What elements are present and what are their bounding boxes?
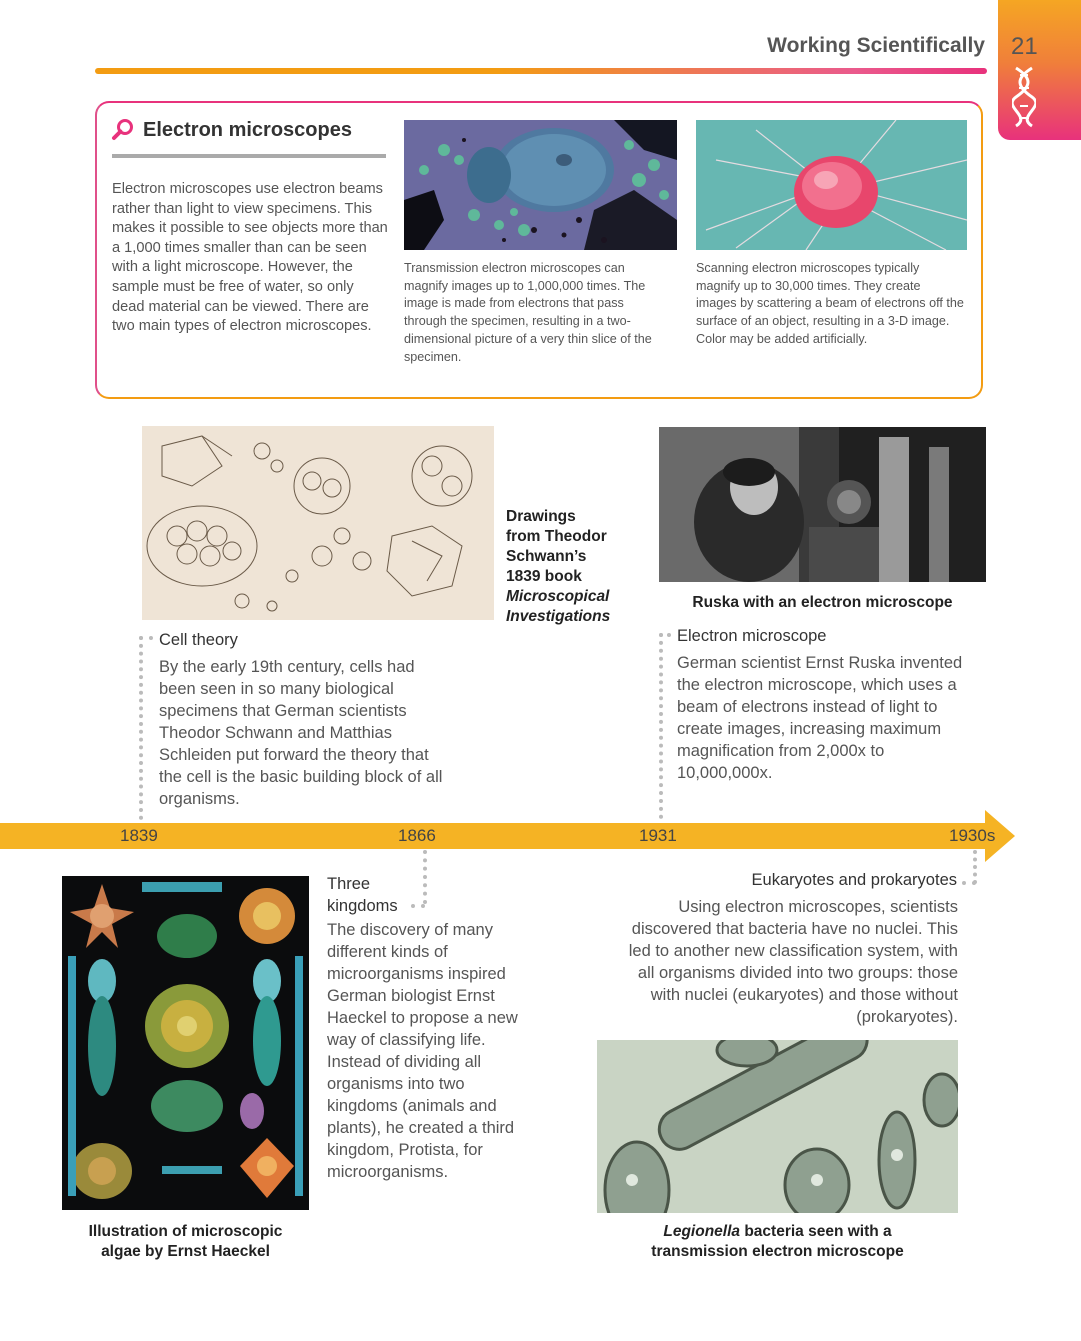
dotted-leader xyxy=(411,904,425,908)
three-kingdoms-title xyxy=(327,873,398,917)
three-kingdoms-title-line: Three xyxy=(327,875,371,893)
electron-microscope-body: German scientist Ernst Ruska invented the electron microscope, which uses a beam of electrons instead of light to create images, increasing maximum magnification from 2,000x to 10,000,000x. xyxy=(677,654,963,782)
page-number: 21 xyxy=(1011,33,1038,60)
dotted-leader xyxy=(962,881,976,885)
dna-icon xyxy=(1012,66,1036,128)
cell-theory-title: Cell theory xyxy=(159,631,238,649)
legionella-caption xyxy=(597,1222,958,1262)
three-kingdoms-title-line: kingdoms xyxy=(327,897,398,915)
running-header-title: Working Scientifically xyxy=(767,34,985,57)
dotted-leader xyxy=(659,633,671,637)
tem-caption: Transmission electron microscopes can magnify images up to 1,000,000 times. The image is made from electrons that pass through the specimen, resulting in a two-dimensional picture of a very thin slice of the specimen. xyxy=(404,261,652,364)
dotted-leader xyxy=(973,850,977,884)
haeckel-algae-image xyxy=(62,876,309,1210)
schwann-caption-line: from Theodor xyxy=(506,528,607,545)
ruska-photo xyxy=(659,427,986,582)
dotted-leader xyxy=(139,636,143,820)
magnifier-icon xyxy=(111,118,135,142)
dotted-leader xyxy=(423,850,427,904)
legionella-caption-line xyxy=(597,1222,958,1242)
haeckel-caption xyxy=(62,1222,309,1262)
legionella-genus-name: Legionella xyxy=(663,1223,741,1240)
header-rule xyxy=(95,68,987,74)
legionella-caption-rest: bacteria seen with a xyxy=(740,1223,892,1240)
schwann-caption-book-title: Microscopical xyxy=(506,588,610,605)
ruska-caption: Ruska with an electron microscope xyxy=(692,594,953,611)
haeckel-caption-line: algae by Ernst Haeckel xyxy=(101,1243,270,1260)
box-body-text: Electron microscopes use electron beams rather than light to view specimens. This makes it possible to see objects more than a 1,000 times smaller than can be seen with a light microscope. However, the sample must be free of water, so only dead material can be viewed. There are two main types of electron microscopes. xyxy=(112,181,388,335)
legionella-caption-line: transmission electron microscope xyxy=(651,1243,904,1260)
dotted-leader xyxy=(659,633,663,819)
eukaryotes-title: Eukaryotes and prokaryotes xyxy=(751,871,957,889)
schwann-caption-line: 1839 book xyxy=(506,568,582,585)
year-label: 1839 xyxy=(120,826,158,845)
schwann-drawings-image xyxy=(142,426,494,620)
schwann-caption-book-title: Investigations xyxy=(506,608,611,625)
page-tab xyxy=(998,0,1081,140)
legionella-image xyxy=(597,1040,958,1213)
haeckel-caption-line: Illustration of microscopic xyxy=(88,1223,283,1240)
year-label: 1931 xyxy=(639,826,677,845)
sem-caption: Scanning electron microscopes typically magnify up to 30,000 times. They create images by scattering a beam of electrons off the surface of an object, resulting in a 3-D image. Color may be added artificially. xyxy=(696,261,964,346)
three-kingdoms-body: The discovery of many different kinds of microorganisms inspired German biologist Ernst Haeckel to propose a new way of classifying life. Instead of dividing all organisms into two kingdoms (animals and plants), he created a third kingdom, Protista, for microorganisms. xyxy=(327,921,518,1181)
schwann-caption-line: Schwann’s xyxy=(506,548,587,565)
electron-microscope-title: Electron microscope xyxy=(677,627,827,645)
year-label: 1866 xyxy=(398,826,436,845)
dotted-leader xyxy=(139,636,153,640)
eukaryotes-body: Using electron microscopes, scientists discovered that bacteria have no nuclei. This led to another new classification system, with all organisms divided into two groups: those with nuclei (eukaryotes) and those without (prokaryotes). xyxy=(628,898,958,1026)
tem-cell-image xyxy=(404,120,677,250)
schwann-caption xyxy=(506,507,610,627)
year-label: 1930s xyxy=(949,826,996,845)
sem-cell-image xyxy=(696,120,967,250)
box-heading-rule xyxy=(112,154,386,158)
schwann-caption-line: Drawings xyxy=(506,508,576,525)
cell-theory-body: By the early 19th century, cells had been seen in so many biological specimens that German scientists Theodor Schwann and Matthias Schleiden put forward the theory that the cell is the basic building block of all organisms. xyxy=(159,658,443,808)
box-heading: Electron microscopes xyxy=(143,119,352,141)
